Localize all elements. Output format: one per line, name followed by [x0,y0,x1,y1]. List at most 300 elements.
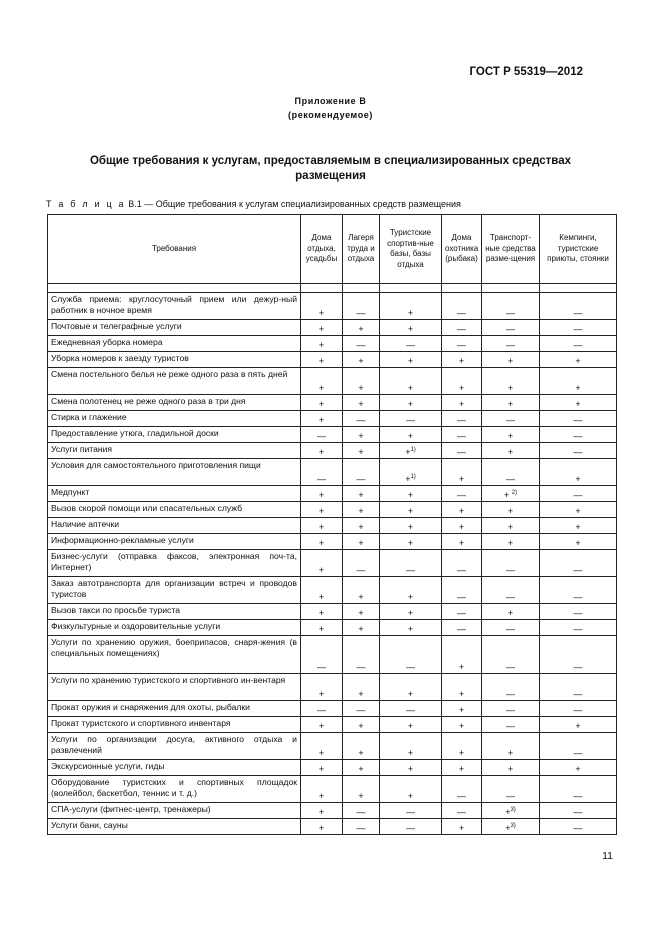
value-mark: + [458,506,465,516]
value-cell [380,550,442,577]
value-mark: + [575,383,581,393]
value-cell [442,620,482,636]
table-row [48,577,617,604]
header-cell: Кемпинги, туристские приюты, стоянки [540,215,617,284]
value-cell [540,427,617,443]
value-mark: + [458,662,465,672]
value-mark: + [318,608,325,618]
value-mark: — [356,662,366,672]
value-mark: + [318,506,325,516]
table-row [48,395,617,411]
value-mark: + [575,356,581,366]
value-mark: + [407,624,414,634]
value-mark: — [573,490,583,500]
value-mark: + [407,308,414,318]
value-mark: — [457,565,466,575]
table-row [48,352,617,368]
value-mark: — [457,324,466,334]
value-cell [540,320,617,336]
value-cell [343,427,380,443]
footnote-ref: 1) [410,474,416,480]
value-mark: + [458,356,465,366]
value-mark: — [506,324,515,334]
value-cell [301,368,343,395]
value-mark: + [458,764,465,774]
value-cell [343,336,380,352]
value-mark: + [407,431,414,441]
value-mark: + [358,506,364,516]
value-mark: + [507,399,514,409]
value-cell [343,701,380,717]
value-cell [380,293,442,320]
footnote-ref: 2) [511,490,518,496]
value-cell [482,604,540,620]
value-cell [540,733,617,760]
value-mark: + [407,608,414,618]
value-mark: — [457,791,466,801]
value-mark: — [506,662,515,672]
value-cell [380,604,442,620]
requirement-cell: Оборудование туристских и спортивных площадок (волейбол, баскетбол, теннис и т. д.) [48,776,301,803]
value-cell [540,701,617,717]
value-mark: + [458,823,465,833]
value-mark: + [407,764,414,774]
value-cell [301,636,343,674]
value-cell [343,352,380,368]
table-row [48,320,617,336]
value-cell [380,518,442,534]
value-mark: + [358,447,364,457]
value-cell [380,459,442,486]
value-cell [482,320,540,336]
value-mark: + [507,356,514,366]
header-cell: Туристские спортив-ные базы, базы отдыха [380,215,442,284]
value-mark: — [573,431,583,441]
value-cell [482,819,540,835]
value-mark: + [575,721,581,731]
value-mark: + [318,538,325,548]
value-mark: — [573,791,583,801]
value-cell [442,674,482,701]
requirement-cell: Медпункт [48,486,301,502]
value-cell [442,604,482,620]
value-mark: + [575,474,581,484]
value-cell [380,427,442,443]
value-mark: — [406,705,415,715]
value-cell [442,427,482,443]
value-cell [343,518,380,534]
table-row [48,368,617,395]
annex-status: (рекомендуемое) [288,110,373,120]
value-mark: + [507,538,514,548]
value-mark: — [356,340,366,350]
value-mark: + [358,399,364,409]
value-cell [343,604,380,620]
value-mark: + [318,721,325,731]
requirements-table [47,214,617,835]
value-mark: + [358,791,364,801]
value-mark: — [506,689,515,699]
value-cell [482,459,540,486]
value-cell [482,486,540,502]
value-mark: — [457,490,466,500]
table-row [48,534,617,550]
value-mark: — [573,689,583,699]
value-mark: — [406,565,415,575]
table-row [48,701,617,717]
value-cell [442,411,482,427]
value-cell [301,701,343,717]
table-row [48,674,617,701]
table-caption-text: В.1 — Общие требования к услугам специализированных средств размещения [125,199,461,209]
value-mark: — [573,447,583,457]
value-cell [380,803,442,819]
value-mark: — [573,324,583,334]
value-mark: + [458,399,465,409]
value-mark: — [506,791,515,801]
value-mark: + [407,490,414,500]
value-mark: + [405,474,411,484]
value-cell [343,819,380,835]
value-mark: + [318,308,325,318]
value-mark: — [573,608,583,618]
value-cell [301,486,343,502]
value-mark: — [573,823,583,833]
requirement-cell: Заказ автотранспорта для организации встреч и проводов туристов [48,577,301,604]
value-mark: + [358,608,364,618]
value-cell [482,293,540,320]
value-mark: — [406,415,415,425]
value-mark: — [457,308,466,318]
value-cell [343,803,380,819]
value-cell [540,502,617,518]
value-mark: + [407,324,414,334]
value-cell [442,701,482,717]
header-cell: Лагеря труда и отдыха [343,215,380,284]
value-mark: + [407,791,414,801]
value-cell [343,776,380,803]
requirement-cell: СПА-услуги (фитнес-центр, тренажеры) [48,803,301,819]
value-mark: + [507,522,514,532]
requirement-cell: Стирка и глажение [48,411,301,427]
value-mark: + [407,399,414,409]
header-gap-row [48,284,617,293]
value-cell [540,620,617,636]
value-cell [343,293,380,320]
value-mark: + [318,356,325,366]
value-cell [343,320,380,336]
footnote-ref: 3) [510,807,516,813]
value-mark: — [573,748,583,758]
table-row [48,760,617,776]
value-cell [482,411,540,427]
value-cell [301,760,343,776]
value-cell [442,320,482,336]
value-mark: + [318,490,325,500]
value-mark: + [318,689,325,699]
value-cell [540,293,617,320]
value-mark: + [507,431,514,441]
requirement-cell: Прокат оружия и снаряжения для охоты, рыбалки [48,701,301,717]
value-mark: + [458,474,465,484]
requirement-cell: Наличие аптечки [48,518,301,534]
value-cell [540,577,617,604]
value-cell [442,577,482,604]
value-mark: — [356,474,366,484]
table-row [48,803,617,819]
value-mark: + [458,383,465,393]
table-row [48,518,617,534]
value-cell [301,352,343,368]
value-mark: — [506,705,515,715]
value-mark: + [358,689,364,699]
value-mark: — [573,807,583,817]
value-cell [343,620,380,636]
value-cell [301,293,343,320]
value-cell [380,411,442,427]
value-cell [343,577,380,604]
value-mark: + [358,624,364,634]
table-row [48,443,617,459]
value-mark: — [356,415,366,425]
value-mark: + [318,383,325,393]
value-cell [442,550,482,577]
value-cell [343,486,380,502]
value-mark: + [318,592,325,602]
value-cell [482,368,540,395]
value-mark: — [573,340,583,350]
requirement-cell: Вызов такси по просьбе туриста [48,604,301,620]
value-cell [380,395,442,411]
value-cell [482,674,540,701]
value-mark: + [458,705,465,715]
value-cell [301,459,343,486]
value-mark: + [358,356,364,366]
value-cell [442,819,482,835]
value-cell [343,502,380,518]
value-cell [301,803,343,819]
footnote-ref: 1) [410,447,416,453]
value-cell [482,717,540,733]
value-cell [301,320,343,336]
value-cell [380,620,442,636]
value-cell [482,534,540,550]
value-cell [343,733,380,760]
footnote-ref: 3) [510,823,516,829]
value-cell [301,819,343,835]
value-mark: + [358,490,364,500]
value-cell [442,293,482,320]
value-cell [540,803,617,819]
value-mark: + [358,431,364,441]
table-row [48,502,617,518]
table-caption [46,199,461,209]
requirement-cell: Услуги по организации досуга, активного отдыха и развлечений [48,733,301,760]
requirement-cell: Физкультурные и оздоровительные услуги [48,620,301,636]
requirement-cell: Уборка номеров к заезду туристов [48,352,301,368]
requirement-cell: Вызов скорой помощи или спасательных служб [48,502,301,518]
value-mark: — [356,565,366,575]
value-cell [380,336,442,352]
value-cell [540,486,617,502]
value-cell [442,459,482,486]
value-mark: — [457,608,466,618]
value-mark: — [406,340,415,350]
value-cell [540,336,617,352]
value-cell [301,518,343,534]
value-cell [380,717,442,733]
value-mark: + [503,490,512,500]
value-cell [540,717,617,733]
value-mark: + [318,565,325,575]
value-mark: — [356,807,366,817]
value-cell [380,352,442,368]
value-cell [540,518,617,534]
value-cell [380,368,442,395]
table-row [48,733,617,760]
value-mark: + [407,721,414,731]
value-cell [380,486,442,502]
table-row [48,293,617,320]
value-cell [442,776,482,803]
value-mark: + [407,356,414,366]
table-row [48,636,617,674]
value-mark: — [573,565,583,575]
table-row [48,486,617,502]
value-mark: + [358,538,364,548]
value-mark: + [318,324,325,334]
requirement-cell: Смена постельного белья не реже одного раза в пять дней [48,368,301,395]
annex-title: Приложение В [294,96,367,106]
value-mark: + [505,823,511,833]
value-cell [482,427,540,443]
value-cell [380,776,442,803]
value-cell [380,320,442,336]
value-cell [301,674,343,701]
value-cell [380,577,442,604]
value-mark: + [318,522,325,532]
value-cell [482,550,540,577]
value-cell [442,534,482,550]
value-cell [482,733,540,760]
value-cell [380,701,442,717]
value-cell [482,760,540,776]
value-cell [380,502,442,518]
value-cell [482,701,540,717]
value-cell [442,717,482,733]
value-cell [343,550,380,577]
value-mark: + [507,748,514,758]
value-cell [301,534,343,550]
value-cell [442,636,482,674]
value-cell [482,502,540,518]
value-cell [442,336,482,352]
value-mark: — [457,592,466,602]
value-mark: + [318,807,325,817]
value-cell [540,443,617,459]
value-mark: + [575,522,581,532]
value-mark: + [407,538,414,548]
requirement-cell: Условия для самостоятельного приготовления пищи [48,459,301,486]
value-cell [540,636,617,674]
value-cell [343,717,380,733]
value-cell [343,395,380,411]
table-header-row [48,215,617,284]
value-mark: — [506,592,515,602]
value-cell [442,803,482,819]
value-cell [343,674,380,701]
value-mark: — [457,431,466,441]
value-mark: + [318,415,325,425]
value-mark: + [318,340,325,350]
value-mark: + [358,764,364,774]
value-cell [540,352,617,368]
value-mark: — [457,415,466,425]
document-code: ГОСТ Р 55319—2012 [469,66,583,78]
value-mark: — [356,705,366,715]
value-mark: + [318,399,325,409]
value-mark: — [356,823,366,833]
value-mark: + [358,324,364,334]
value-mark: + [358,721,364,731]
value-mark: + [407,383,414,393]
table-row [48,336,617,352]
value-mark: + [458,689,465,699]
table-row [48,550,617,577]
value-mark: + [507,764,514,774]
value-mark: — [573,592,583,602]
value-mark: + [318,748,325,758]
value-cell [442,733,482,760]
value-mark: + [407,689,414,699]
value-cell [301,733,343,760]
value-mark: — [406,662,415,672]
value-cell [301,620,343,636]
requirement-cell: Бизнес-услуги (отправка факсов, электронная поч-та, Интернет) [48,550,301,577]
value-cell [540,604,617,620]
requirement-cell: Предоставление утюга, гладильной доски [48,427,301,443]
value-cell [482,352,540,368]
header-cell: Дома охотника (рыбака) [442,215,482,284]
page-number: 11 [602,850,613,862]
value-cell [540,550,617,577]
requirement-cell: Экскурсионные услуги, гиды [48,760,301,776]
requirement-cell: Почтовые и телеграфные услуги [48,320,301,336]
value-cell [482,776,540,803]
value-mark: + [507,608,514,618]
value-cell [540,368,617,395]
value-cell [482,336,540,352]
value-mark: — [317,474,326,484]
value-cell [380,674,442,701]
value-mark: — [573,308,583,318]
value-cell [442,502,482,518]
value-cell [540,776,617,803]
header-cell: Транспорт-ные средства разме-щения [482,215,540,284]
requirement-cell: Информационно-рекламные услуги [48,534,301,550]
value-mark: + [318,764,325,774]
table-row [48,620,617,636]
value-cell [540,819,617,835]
value-cell [301,336,343,352]
value-cell [540,395,617,411]
value-cell [343,760,380,776]
value-mark: + [318,823,325,833]
value-mark: + [507,506,514,516]
value-mark: + [407,522,414,532]
value-cell [482,518,540,534]
value-cell [442,760,482,776]
